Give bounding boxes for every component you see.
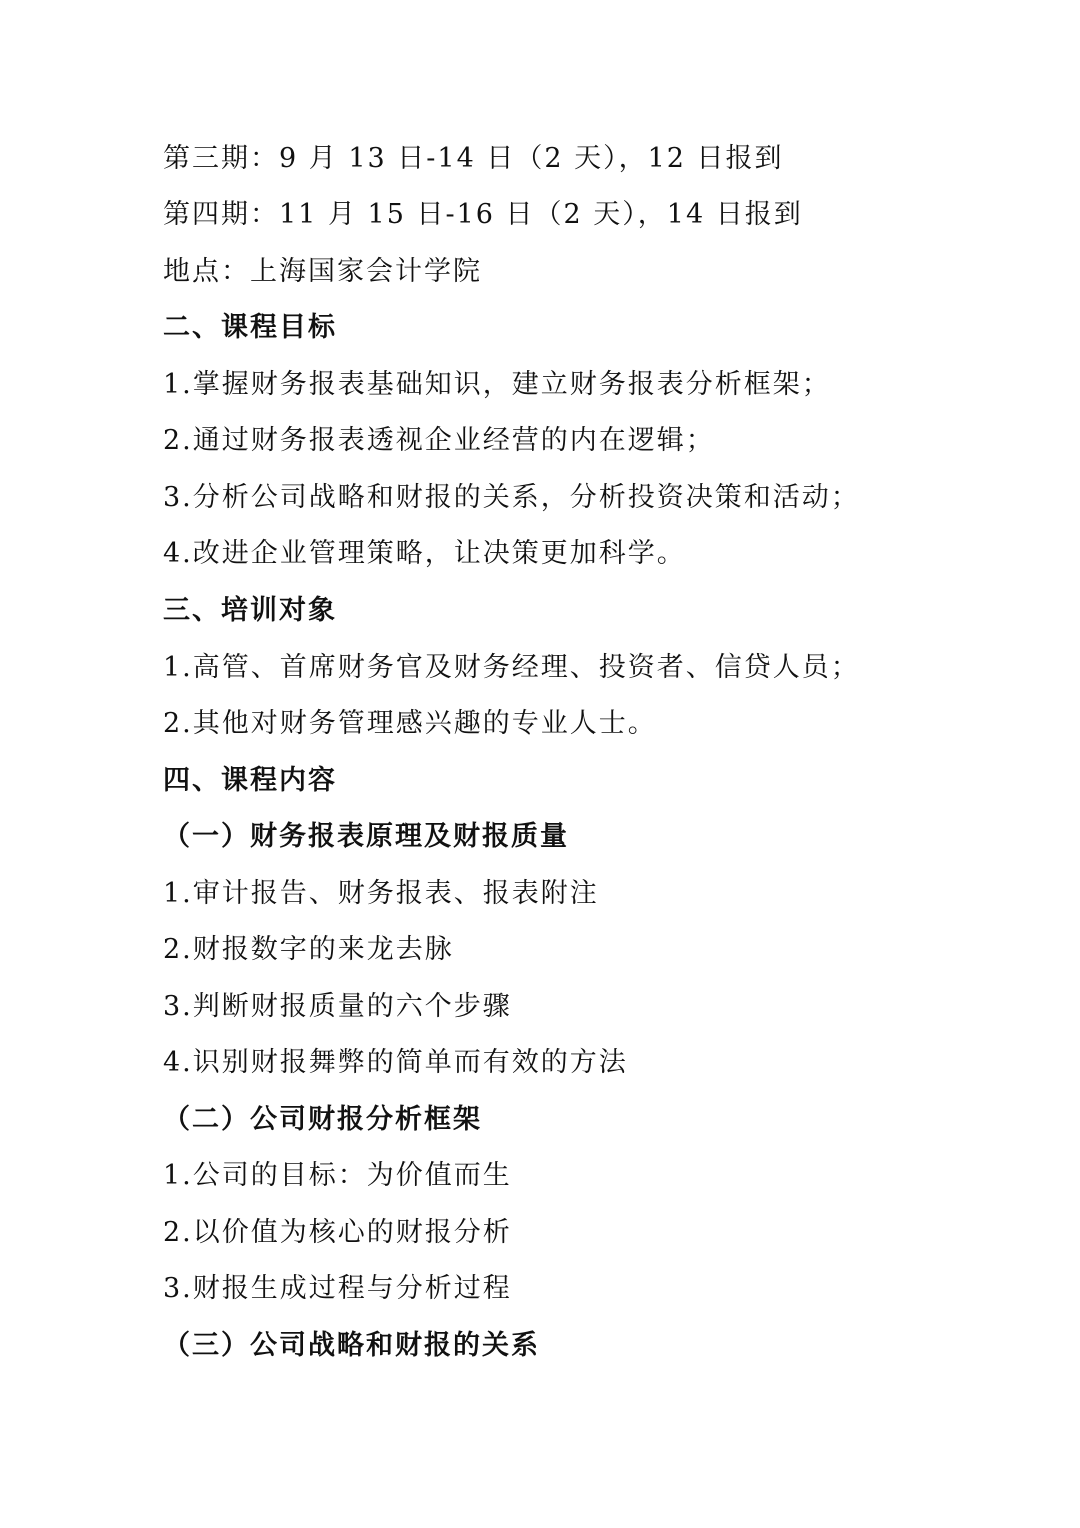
audience-item: 1.高管、首席财务官及财务经理、投资者、信贷人员；: [163, 652, 860, 683]
section-item: 1.审计报告、财务报表、报表附注: [163, 878, 599, 909]
goal-item: 3.分析公司战略和财报的关系，分析投资决策和活动；: [163, 482, 860, 513]
section-item: 2.财报数字的来龙去脉: [163, 934, 454, 965]
schedule-phase-4: 第四期：11 月 15 日-16 日（2 天），14 日报到: [163, 199, 803, 230]
section-title: （二）公司财报分析框架: [163, 1104, 482, 1135]
section-item: 3.判断财报质量的六个步骤: [163, 991, 512, 1022]
audience-heading: 三、培训对象: [163, 595, 337, 626]
section-item: 2.以价值为核心的财报分析: [163, 1217, 512, 1248]
goal-item: 1.掌握财务报表基础知识，建立财务报表分析框架；: [163, 369, 831, 400]
schedule-phase-3: 第三期：9 月 13 日-14 日（2 天），12 日报到: [163, 143, 784, 174]
section-item: 4.识别财报舞弊的简单而有效的方法: [163, 1047, 628, 1078]
goals-heading: 二、课程目标: [163, 312, 337, 343]
section-title: （一）财务报表原理及财报质量: [163, 821, 569, 852]
goal-item: 4.改进企业管理策略，让决策更加科学。: [163, 538, 686, 569]
location-line: 地点：上海国家会计学院: [163, 256, 482, 287]
goal-item: 2.通过财务报表透视企业经营的内在逻辑；: [163, 425, 715, 456]
audience-item: 2.其他对财务管理感兴趣的专业人士。: [163, 708, 657, 739]
section-title: （三）公司战略和财报的关系: [163, 1330, 540, 1361]
section-item: 3.财报生成过程与分析过程: [163, 1273, 512, 1304]
section-item: 1.公司的目标：为价值而生: [163, 1160, 512, 1191]
content-heading: 四、课程内容: [163, 765, 337, 796]
